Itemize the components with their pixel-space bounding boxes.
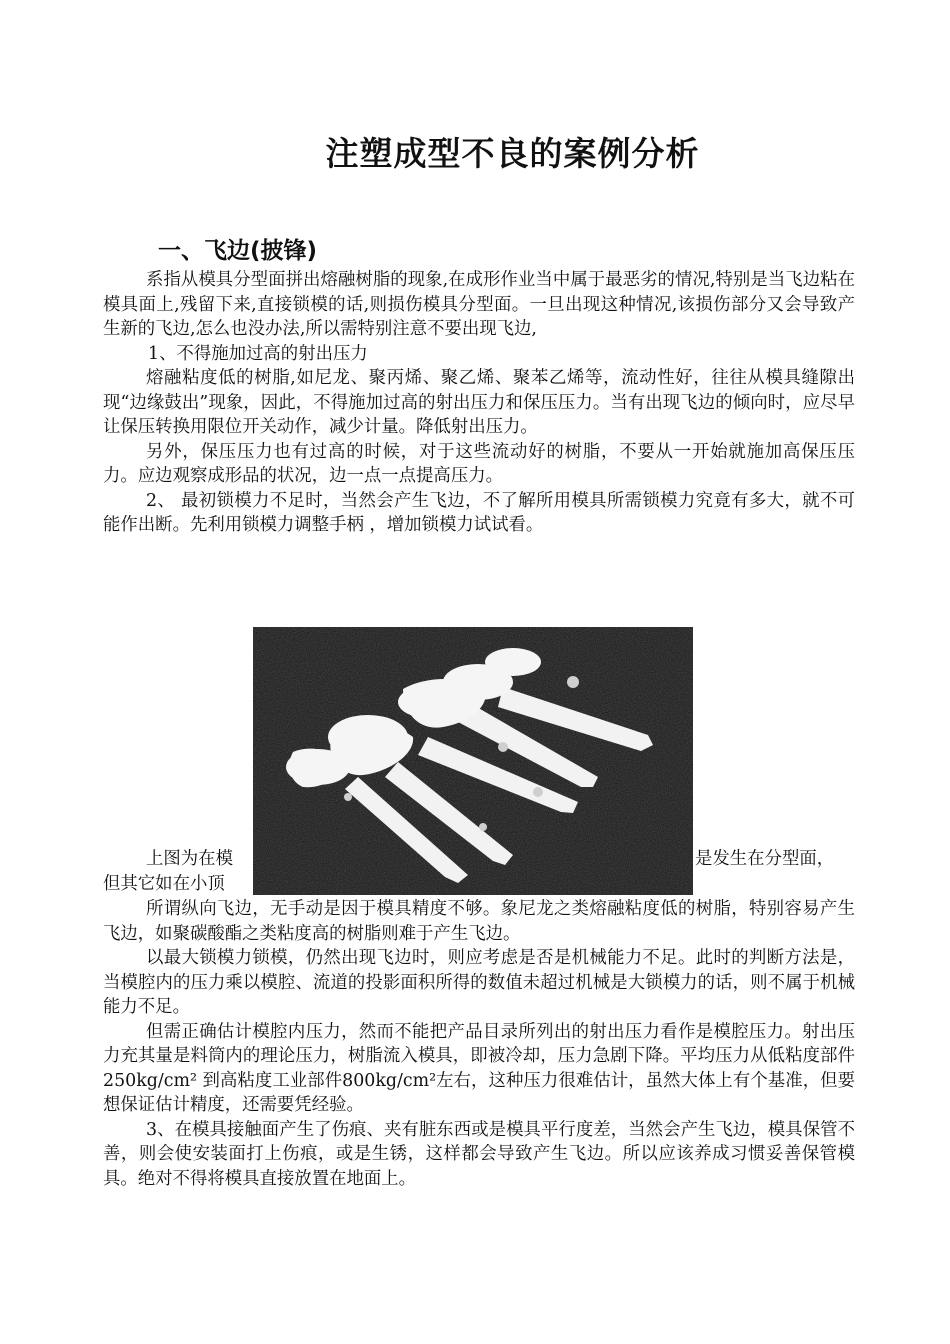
paragraph-block-1	[103, 268, 855, 538]
paragraph-holding-pressure: 另外，保压压力也有过高的时候，对于这些流动好的树脂，不要从一开始就施加高保压压力。应边观察成形品的状况，边一点一点提高压力。	[103, 441, 855, 486]
paragraph-longitudinal-flash: 所谓纵向飞边，无手动是因于模具精度不够。象尼龙之类熔融粘度低的树脂，特别容易产生飞边，如聚碳酸酯之类粘度高的树脂则难于产生飞边。	[103, 899, 855, 944]
section-heading: 一、飞边(披锋)	[158, 238, 318, 264]
caption-right: 是发生在分型面，	[695, 849, 835, 869]
caption-left: 上图为在模	[146, 849, 233, 869]
paragraph-clamping-force: 2、 最初锁模力不足时，当然会产生飞边，不了解所用模具所需锁模力究竟有多大，就不可能作出断。先利用锁模力调整手柄 ，增加锁模力试试看。	[103, 490, 855, 535]
paragraph-mold-damage: 3、在模具接触面产生了伤痕、夹有脏东西或是模具平行度差，当然会产生飞边，模具保管不善，则会使安装面打上伤痕，或是生锈，这样都会导致产生飞边。所以应该养成习惯妥善保管模具。绝对不得将模具直接放置在地面上。	[103, 1119, 855, 1189]
caption-line2-left: 但其它如在小顶	[103, 874, 225, 894]
flash-sample-photo	[253, 627, 693, 895]
subheading-1: 1、不得施加过高的射出压力	[148, 343, 368, 364]
paragraph-block-2	[103, 897, 855, 1191]
document-title: 注塑成型不良的案例分析	[325, 134, 700, 173]
paragraph-low-viscosity: 熔融粘度低的树脂,如尼龙、聚丙烯、聚乙烯、聚苯乙烯等，流动性好，往往从模具缝隙出现“边缘鼓出”现象，因此，不得施加过高的射出压力和保压压力。当有出现飞边的倾向时，应尽早让保压转换用限位开关动作，减少计量。降低射出压力。	[103, 368, 855, 437]
paragraph-machine-capacity: 以最大锁模力锁模，仍然出现飞边时，则应考虑是否是机械能力不足。此时的判断方法是，当模腔内的压力乘以模腔、流道的投影面积所得的数值未超过机械是大锁模力的话，则不属于机械能力不足。	[103, 948, 855, 1017]
paragraph-cavity-pressure: 但需正确估计模腔内压力，然而不能把产品目录所列出的射出压力看作是模腔压力。射出压力充其量是料筒内的理论压力，树脂流入模具，即被冷却，压力急剧下降。平均压力从低粘度部件 250kg/cm² 到高粘度工业部件800kg/cm²左右，这种压力很难估计，虽然大体上有个基准，但要想保证估计精度，还需要凭经验。	[103, 1021, 855, 1115]
intro-paragraph: 系指从模具分型面拼出熔融树脂的现象,在成形作业当中属于最恶劣的情况,特别是当飞边粘在模具面上,残留下来,直接锁模的话,则损伤模具分型面。一旦出现这种情况,该损伤部分又会导致产生新的飞边,怎么也没办法,所以需特别注意不要出现飞边,	[103, 270, 855, 339]
